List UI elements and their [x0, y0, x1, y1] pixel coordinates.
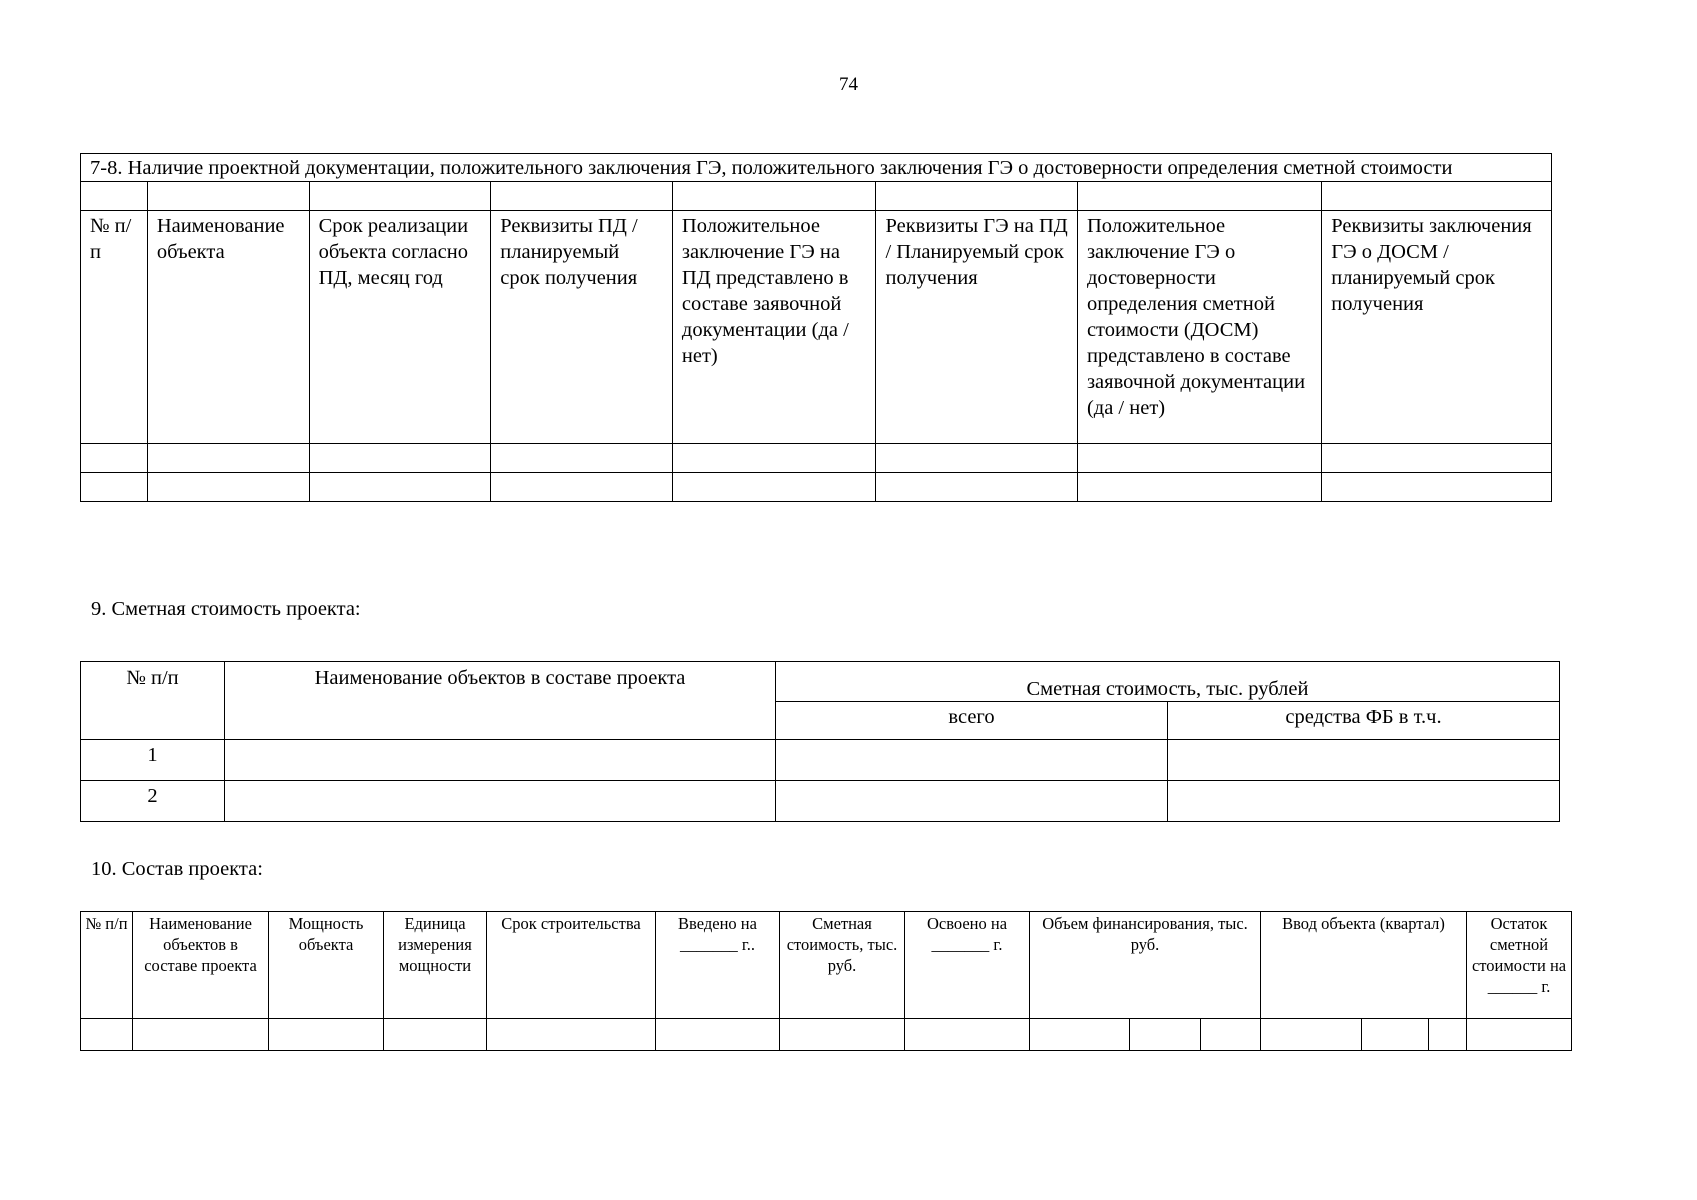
column-header: Остаток сметной стоимости на ______ г. — [1467, 912, 1572, 1019]
column-header-total: всего — [776, 702, 1168, 740]
column-header-name: Наименование объектов в составе проекта — [225, 662, 776, 740]
table-header-row — [81, 211, 1552, 444]
column-header: Единица измерения мощности — [384, 912, 487, 1019]
column-header: Срок реализации объекта согласно ПД, месяц год — [309, 211, 491, 444]
column-header: Реквизиты ПД / планируемый срок получения — [491, 211, 673, 444]
table-row — [81, 781, 1560, 822]
row-number: 2 — [81, 781, 225, 822]
column-header: Срок строительства — [487, 912, 656, 1019]
table-row — [81, 473, 1552, 502]
table-row — [81, 1019, 1572, 1051]
project-composition-table — [80, 911, 1572, 1051]
column-header: Реквизиты заключения ГЭ о ДОСМ / планируемый срок получения — [1322, 211, 1552, 444]
column-header: Ввод объекта (квартал) — [1261, 912, 1467, 1019]
project-documentation-table — [80, 153, 1552, 502]
column-header: Сметная стоимость, тыс. руб. — [780, 912, 905, 1019]
row-number: 1 — [81, 740, 225, 781]
page-number: 74 — [839, 74, 858, 95]
column-header-cost: Сметная стоимость, тыс. рублей — [776, 662, 1560, 702]
column-header: Реквизиты ГЭ на ПД / Планируемый срок получения — [876, 211, 1077, 444]
column-header: № п/п — [81, 912, 133, 1019]
column-header-number: № п/п — [81, 662, 225, 740]
section-title: 10. Состав проекта: — [91, 858, 263, 880]
column-header-fb: средства ФБ в т.ч. — [1168, 702, 1560, 740]
column-header: Наименование объектов в составе проекта — [133, 912, 269, 1019]
column-header: Введено на _______ г.. — [656, 912, 780, 1019]
column-header: Наименование объекта — [147, 211, 309, 444]
column-header: Мощность объекта — [269, 912, 384, 1019]
table-row — [81, 444, 1552, 473]
table-caption: 7-8. Наличие проектной документации, положительного заключения ГЭ, положительного заключения ГЭ о достоверности определения сметной стоимости — [81, 154, 1552, 182]
column-header: Положительное заключение ГЭ на ПД представлено в составе заявочной документации (да / нет) — [672, 211, 876, 444]
estimated-cost-table — [80, 661, 1560, 822]
table-header-row — [81, 912, 1572, 1019]
column-header: Положительное заключение ГЭ о достоверности определения сметной стоимости (ДОСМ) представлено в составе заявочной документации (да / нет) — [1077, 211, 1321, 444]
table-row — [81, 182, 1552, 211]
section-title: 9. Сметная стоимость проекта: — [91, 598, 361, 620]
column-header: Освоено на _______ г. — [905, 912, 1030, 1019]
column-header: № п/п — [81, 211, 148, 444]
table-row — [81, 740, 1560, 781]
column-header: Объем финансирования, тыс. руб. — [1030, 912, 1261, 1019]
